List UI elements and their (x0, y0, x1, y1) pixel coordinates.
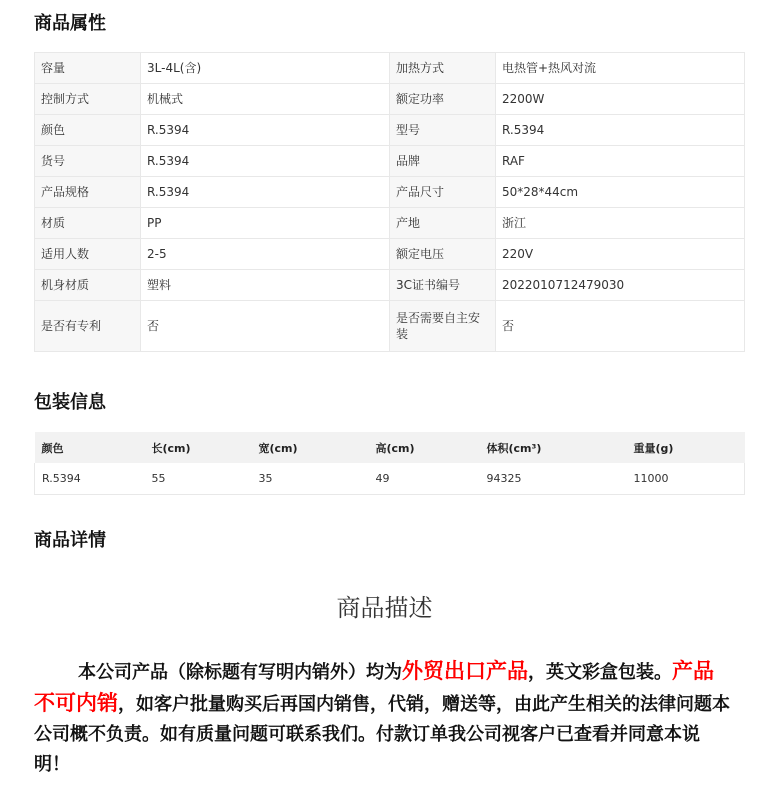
attribute-value: 2-5 (141, 239, 390, 270)
attribute-key: 加热方式 (390, 53, 496, 84)
packaging-header-cell: 重量(g) (627, 432, 745, 463)
attribute-key: 材质 (35, 208, 141, 239)
attribute-key: 品牌 (390, 146, 496, 177)
attribute-value: 电热管+热风对流 (496, 53, 745, 84)
attribute-key: 额定电压 (390, 239, 496, 270)
attribute-key: 产品规格 (35, 177, 141, 208)
description-heading: 商品描述 (336, 594, 433, 622)
packaging-header-cell: 宽(cm) (252, 432, 369, 463)
attribute-value: 否 (141, 301, 390, 352)
attribute-row (35, 239, 745, 270)
attribute-key: 是否需要自主安装 (390, 301, 496, 352)
attribute-key: 控制方式 (35, 84, 141, 115)
packaging-table (34, 432, 745, 495)
export-notice (34, 656, 734, 780)
attribute-key: 颜色 (35, 115, 141, 146)
attribute-key: 3C证书编号 (390, 270, 496, 301)
attribute-key: 是否有专利 (35, 301, 141, 352)
packaging-title: 包装信息 (34, 392, 106, 413)
attribute-row (35, 53, 745, 84)
notice-text-1: 本公司产品（除标题有写明内销外）均为 (78, 662, 402, 683)
attribute-row (35, 115, 745, 146)
packaging-cell: 94325 (480, 463, 627, 495)
attribute-key: 产品尺寸 (390, 177, 496, 208)
packaging-header-row (35, 432, 745, 463)
attributes-table (34, 52, 745, 352)
packaging-header-cell: 体积(cm³) (480, 432, 627, 463)
attribute-value: R.5394 (141, 115, 390, 146)
packaging-header-cell: 高(cm) (369, 432, 480, 463)
attribute-value: 塑料 (141, 270, 390, 301)
attribute-row (35, 208, 745, 239)
attribute-key: 适用人数 (35, 239, 141, 270)
notice-text-2: ，英文彩盒包装。 (528, 662, 672, 683)
attribute-value: 50*28*44cm (496, 177, 745, 208)
notice-text-3: ，如客户批量购买后再国内销售，代销，赠送等，由此产生相关的法律问题本公司概不负责。如有质量问题可联系我们。付款订单我公司视客户已查看并同意本说明！ (34, 694, 730, 775)
notice-highlight-export: 外贸出口产品 (402, 659, 528, 683)
attribute-row (35, 177, 745, 208)
attribute-value: R.5394 (141, 177, 390, 208)
packaging-cell: 55 (145, 463, 252, 495)
packaging-cell: 49 (369, 463, 480, 495)
attribute-value: RAF (496, 146, 745, 177)
attribute-key: 型号 (390, 115, 496, 146)
attribute-value: 3L-4L(含) (141, 53, 390, 84)
attribute-row (35, 146, 745, 177)
attribute-key: 机身材质 (35, 270, 141, 301)
packaging-header-cell: 颜色 (35, 432, 145, 463)
packaging-data-row (35, 463, 745, 495)
attribute-value: R.5394 (496, 115, 745, 146)
attributes-title: 商品属性 (34, 13, 106, 34)
attribute-key: 产地 (390, 208, 496, 239)
attribute-value: 浙江 (496, 208, 745, 239)
attribute-value: 2022010712479030 (496, 270, 745, 301)
attribute-value: PP (141, 208, 390, 239)
attribute-row (35, 84, 745, 115)
packaging-header-cell: 长(cm) (145, 432, 252, 463)
packaging-cell: 35 (252, 463, 369, 495)
attribute-value: 220V (496, 239, 745, 270)
attribute-value: 机械式 (141, 84, 390, 115)
packaging-cell: R.5394 (35, 463, 145, 495)
attribute-value: R.5394 (141, 146, 390, 177)
attribute-key: 货号 (35, 146, 141, 177)
notice-highlight-no-domestic: 产品不可内销 (34, 659, 714, 715)
attribute-key: 容量 (35, 53, 141, 84)
attribute-row (35, 301, 745, 352)
details-title: 商品详情 (34, 530, 106, 551)
attribute-row (35, 270, 745, 301)
attribute-value: 2200W (496, 84, 745, 115)
packaging-cell: 11000 (627, 463, 745, 495)
attribute-key: 额定功率 (390, 84, 496, 115)
attribute-value: 否 (496, 301, 745, 352)
